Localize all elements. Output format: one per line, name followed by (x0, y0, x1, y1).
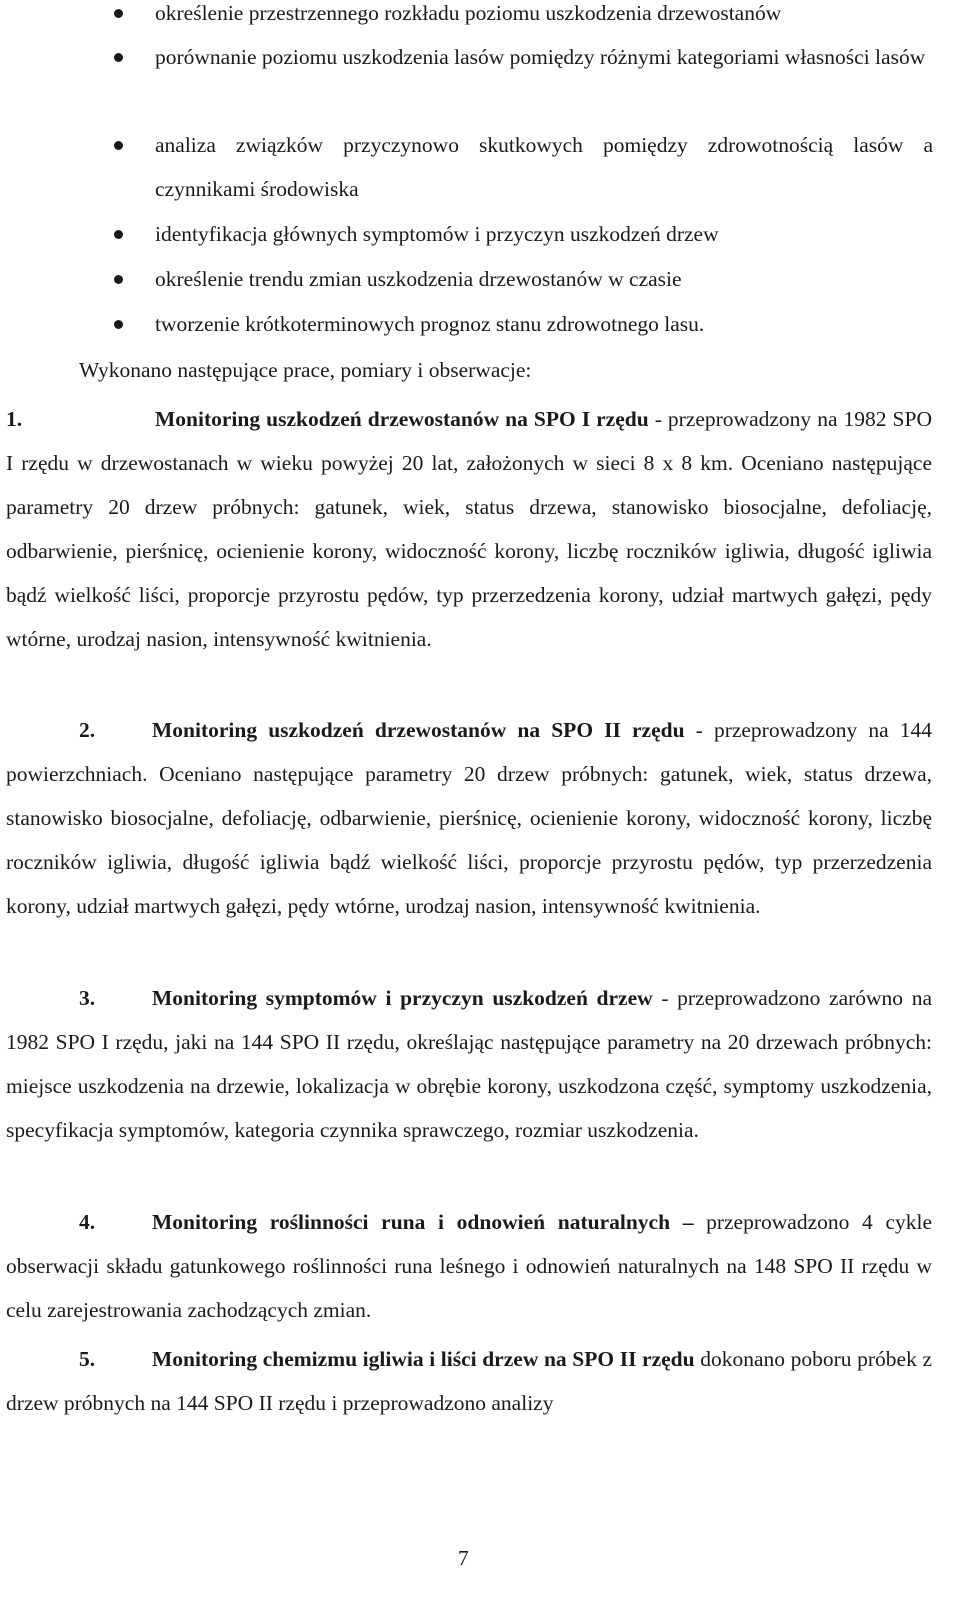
section-body: dokonano poboru próbek z drzew próbnych na 144 SPO II rzędu i przeprowadzono analizy (6, 1347, 932, 1415)
intro-paragraph: Wykonano następujące prace, pomiary i obserwacje: (79, 358, 532, 382)
list-item: porównanie poziomu uszkodzenia lasów pomiędzy różnymi kategoriami własności lasów (155, 45, 926, 69)
bullet-icon (114, 9, 123, 18)
section-number: 5. (79, 1347, 96, 1371)
section-2 (6, 708, 932, 928)
list-item: tworzenie krótkoterminowych prognoz stanu zdrowotnego lasu. (155, 312, 705, 336)
list-item: określenie trendu zmian uszkodzenia drzewostanów w czasie (155, 267, 682, 291)
section-1 (6, 397, 932, 661)
section-title: Monitoring uszkodzeń drzewostanów na SPO II rzędu (152, 718, 685, 742)
bullet-icon (114, 230, 123, 239)
bullet-icon (114, 53, 123, 62)
list-item: analiza związków przyczynowo skutkowych pomiędzy zdrowotnością lasów a czynnikami środowiska (155, 133, 933, 201)
section-body: przeprowadzono 4 cykle obserwacji składu gatunkowego roślinności runa leśnego i odnowień naturalnych na 148 SPO II rzędu w celu zarejestrowania zachodzących zmian. (6, 1210, 932, 1322)
section-body: - przeprowadzono zarówno na 1982 SPO I rzędu, jaki na 144 SPO II rzędu, określając następujące parametry na 20 drzewach próbnych: miejsce uszkodzenia na drzewie, lokalizacja w obrębie korony, uszkodzona część, symptomy uszkodzenia, specyfikacja symptomów, kategoria czynnika sprawczego, rozmiar uszkodzenia. (6, 986, 932, 1142)
section-3 (6, 976, 932, 1152)
section-body: - przeprowadzony na 1982 SPO I rzędu w drzewostanach w wieku powyżej 20 lat, założonych w sieci 8 x 8 km. Oceniano następujące parametry 20 drzew próbnych: gatunek, wiek, status drzewa, stanowisko biosocjalne, defoliację, odbarwienie, pierśnicę, ocienienie korony, widoczność korony, liczbę roczników igliwia, długość igliwia bądź wielkość liści, proporcje przyrostu pędów, typ przerzedzenia korony, udział martwych gałęzi, pędy wtórne, urodzaj nasion, intensywność kwitnienia. (6, 407, 932, 651)
section-number: 1. (6, 407, 23, 431)
section-number: 3. (79, 986, 96, 1010)
section-5 (6, 1337, 932, 1425)
page-number-text: 7 (458, 1546, 469, 1570)
section-number: 2. (79, 718, 96, 742)
bullet-icon (114, 275, 123, 284)
bullet-icon (114, 320, 123, 329)
section-body: - przeprowadzony na 144 powierzchniach. Oceniano następujące parametry 20 drzew próbnych: gatunek, wiek, status drzewa, stanowisko biosocjalne, defoliację, odbarwienie, pierśnicę, ocienienie korony, widoczność korony, liczbę roczników igliwia, długość igliwia bądź wielkość liści, proporcje przyrostu pędów, typ przerzedzenia korony, udział martwych gałęzi, pędy wtórne, urodzaj nasion, intensywność kwitnienia. (6, 718, 932, 918)
section-4 (6, 1200, 932, 1332)
list-item: identyfikacja głównych symptomów i przyczyn uszkodzeń drzew (155, 222, 719, 246)
section-title: Monitoring uszkodzeń drzewostanów na SPO I rzędu (155, 407, 649, 431)
bullet-icon (114, 141, 123, 150)
section-number: 4. (79, 1210, 96, 1234)
section-title: Monitoring symptomów i przyczyn uszkodzeń drzew (152, 986, 653, 1010)
section-title: Monitoring roślinności runa i odnowień naturalnych – (152, 1210, 694, 1234)
section-title: Monitoring chemizmu igliwia i liści drzew na SPO II rzędu (152, 1347, 695, 1371)
list-item: określenie przestrzennego rozkładu poziomu uszkodzenia drzewostanów (155, 1, 782, 25)
